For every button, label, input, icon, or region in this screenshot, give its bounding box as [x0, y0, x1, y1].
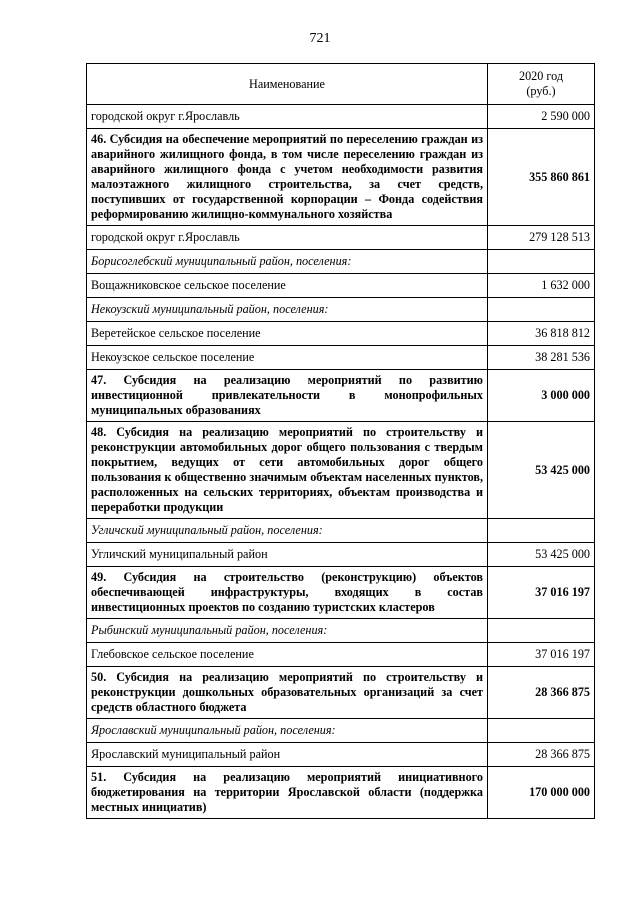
row-name: 50. Субсидия на реализацию мероприятий по строительству и реконструкции дошкольных образовательных организаций за счет средств областного бюджета	[87, 667, 488, 719]
row-name: Веретейское сельское поселение	[87, 322, 488, 346]
column-header-year: 2020 год	[518, 69, 564, 83]
row-amount: 170 000 000	[488, 767, 595, 819]
table-row	[87, 619, 595, 643]
row-amount: 53 425 000	[488, 422, 595, 519]
table-row	[87, 719, 595, 743]
table-row	[87, 346, 595, 370]
table-row	[87, 643, 595, 667]
row-name: Угличский муниципальный район, поселения:	[87, 519, 488, 543]
row-name: 47. Субсидия на реализацию мероприятий по развитию инвестиционной привлекательности в монопрофильных муниципальных образованиях	[87, 370, 488, 422]
row-name: Глебовское сельское поселение	[87, 643, 488, 667]
page-number: 721	[309, 31, 331, 46]
table-row	[87, 667, 595, 719]
row-name: 49. Субсидия на строительство (реконструкцию) объектов обеспечивающей инфраструктуры, входящих в состав инвестиционных проектов по созданию туристских кластеров	[87, 567, 488, 619]
table-row	[87, 298, 595, 322]
row-amount: 37 016 197	[488, 567, 595, 619]
table-row	[87, 226, 595, 250]
row-amount: 38 281 536	[488, 346, 595, 370]
row-name: Ярославский муниципальный район, поселения:	[87, 719, 488, 743]
table-row	[87, 129, 595, 226]
row-name: Борисоглебский муниципальный район, поселения:	[87, 250, 488, 274]
row-name: Вощажниковское сельское поселение	[87, 274, 488, 298]
table-row	[87, 322, 595, 346]
row-amount	[488, 250, 595, 274]
row-name: 51. Субсидия на реализацию мероприятий инициативного бюджетирования на территории Ярославской области (поддержка местных инициатив)	[87, 767, 488, 819]
table-row	[87, 519, 595, 543]
table-row	[87, 543, 595, 567]
row-amount	[488, 719, 595, 743]
row-name: Угличский муниципальный район	[87, 543, 488, 567]
row-amount: 28 366 875	[488, 743, 595, 767]
table-row	[87, 105, 595, 129]
row-name: 48. Субсидия на реализацию мероприятий по строительству и реконструкции автомобильных дорог общего пользования с твердым покрытием, ведущих от сети автомобильных дорог общего пользования к общественно значимым объектам населенных пунктов, расположенных на сельских территориях, объектам производства и переработки продукции	[87, 422, 488, 519]
table-row	[87, 250, 595, 274]
column-header-amount	[488, 64, 595, 105]
column-header-unit: (руб.)	[526, 84, 556, 98]
row-name: 46. Субсидия на обеспечение мероприятий по переселению граждан из аварийного жилищного фонда, в том числе переселению граждан из аварийного жилищного фонда с учетом необходимости развития малоэтажного жилищного строительства, за счет средств, поступивших от государственной корпорации – Фонда содействия реформированию жилищно-коммунального хозяйства	[87, 129, 488, 226]
table-row	[87, 743, 595, 767]
table-row	[87, 767, 595, 819]
row-amount: 28 366 875	[488, 667, 595, 719]
row-name: Ярославский муниципальный район	[87, 743, 488, 767]
row-amount: 36 818 812	[488, 322, 595, 346]
row-amount	[488, 619, 595, 643]
row-name: городской округ г.Ярославль	[87, 105, 488, 129]
column-header-name: Наименование	[87, 64, 488, 105]
row-amount: 53 425 000	[488, 543, 595, 567]
row-name: Некоузское сельское поселение	[87, 346, 488, 370]
row-amount	[488, 298, 595, 322]
row-amount: 1 632 000	[488, 274, 595, 298]
table-row	[87, 274, 595, 298]
row-amount	[488, 519, 595, 543]
row-amount: 279 128 513	[488, 226, 595, 250]
budget-table	[86, 63, 595, 819]
table-header-row	[87, 64, 595, 105]
row-amount: 2 590 000	[488, 105, 595, 129]
row-amount: 355 860 861	[488, 129, 595, 226]
table-row	[87, 422, 595, 519]
table-row	[87, 370, 595, 422]
row-amount: 37 016 197	[488, 643, 595, 667]
row-name: Рыбинский муниципальный район, поселения:	[87, 619, 488, 643]
table-row	[87, 567, 595, 619]
row-name: Некоузский муниципальный район, поселения:	[87, 298, 488, 322]
row-name: городской округ г.Ярославль	[87, 226, 488, 250]
row-amount: 3 000 000	[488, 370, 595, 422]
